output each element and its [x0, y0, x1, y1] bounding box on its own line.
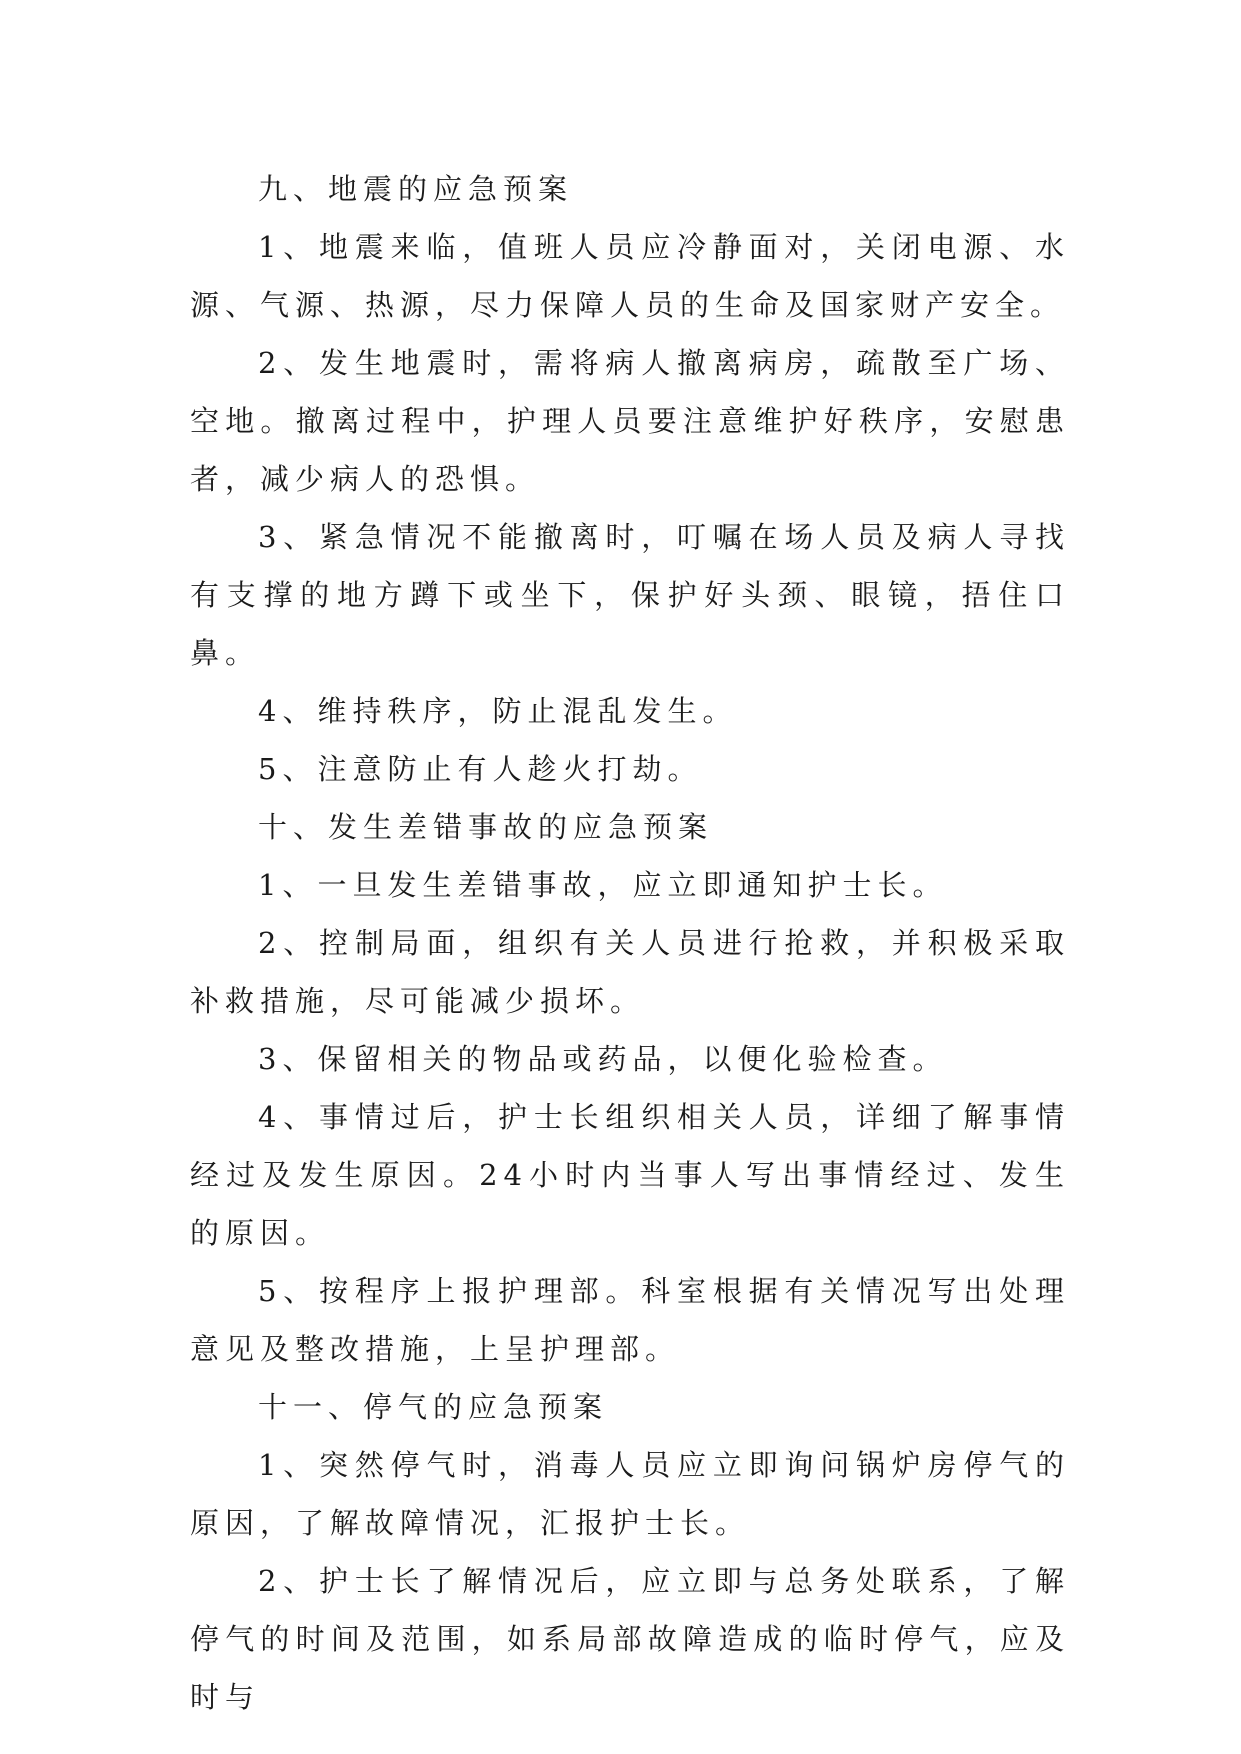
paragraph: 5、按程序上报护理部。科室根据有关情况写出处理意见及整改措施，上呈护理部。 [190, 1274, 1070, 1366]
paragraph: 2、控制局面，组织有关人员进行抢救，并积极采取补救措施，尽可能减少损坏。 [190, 926, 1070, 1018]
paragraph: 2、护士长了解情况后，应立即与总务处联系，了解停气的时间及范围，如系局部故障造成的临时停气，应及时与 [190, 1564, 1070, 1714]
paragraph: 4、维持秩序，防止混乱发生。 [258, 694, 738, 728]
paragraph: 3、保留相关的物品或药品，以便化验检查。 [258, 1042, 948, 1076]
paragraph: 3、紧急情况不能撤离时，叮嘱在场人员及病人寻找有支撑的地方蹲下或坐下，保护好头颈、眼镜，捂住口鼻。 [190, 520, 1070, 670]
document-body [190, 160, 1070, 1726]
section-heading-accident: 十、发生差错事故的应急预案 [258, 810, 714, 844]
paragraph: 1、突然停气时，消毒人员应立即询问锅炉房停气的原因，了解故障情况，汇报护士长。 [190, 1448, 1070, 1540]
paragraph: 1、地震来临，值班人员应冷静面对，关闭电源、水源、气源、热源，尽力保障人员的生命及国家财产安全。 [190, 230, 1070, 322]
paragraph: 5、注意防止有人趁火打劫。 [258, 752, 703, 786]
paragraph: 4、事情过后，护士长组织相关人员，详细了解事情经过及发生原因。24小时内当事人写出事情经过、发生的原因。 [190, 1100, 1070, 1250]
paragraph: 1、一旦发生差错事故，应立即通知护士长。 [258, 868, 948, 902]
paragraph: 2、发生地震时，需将病人撤离病房，疏散至广场、空地。撤离过程中，护理人员要注意维护好秩序，安慰患者，减少病人的恐惧。 [190, 346, 1070, 496]
section-heading-earthquake: 九、地震的应急预案 [258, 172, 574, 206]
section-heading-gas-outage: 十一、停气的应急预案 [258, 1390, 609, 1424]
